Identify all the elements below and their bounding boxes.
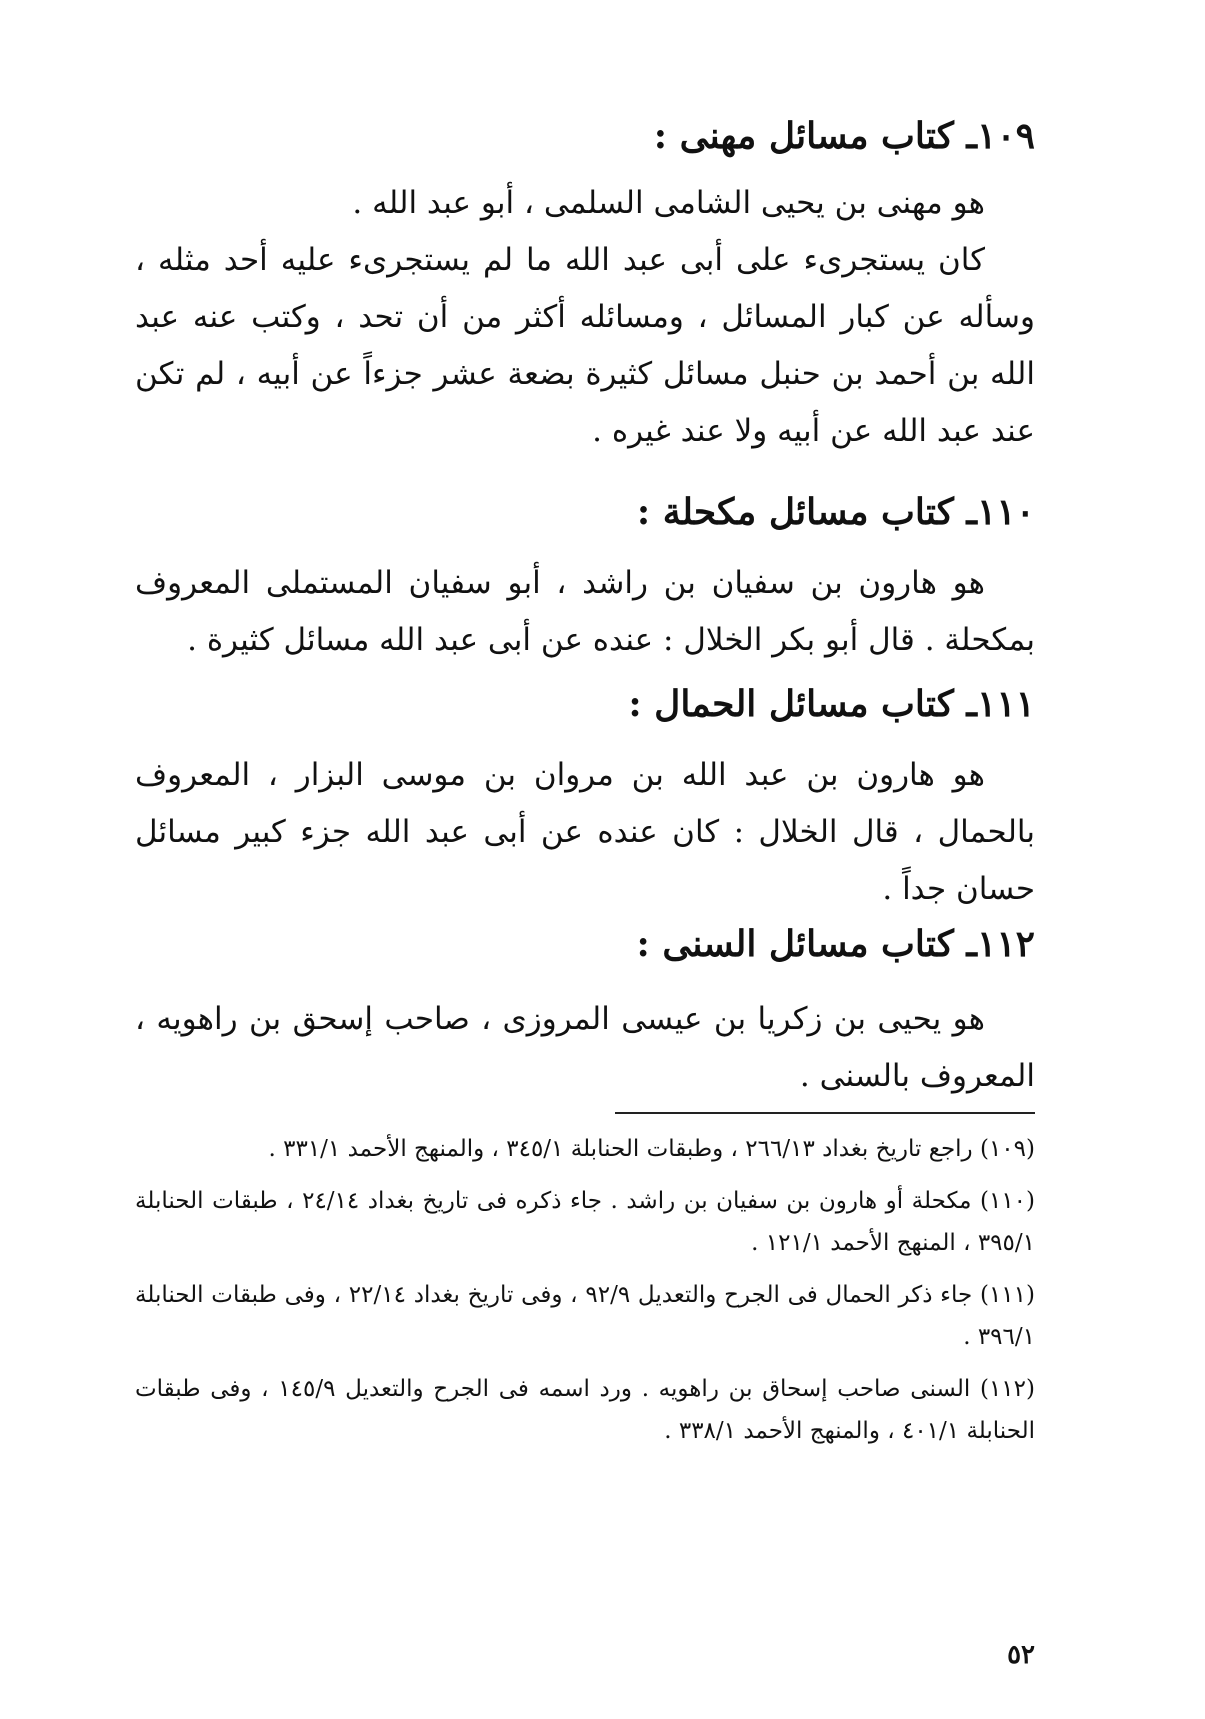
footnote-109: (١٠٩) راجع تاريخ بغداد ٢٦٦/١٣ ، وطبقات الحنابلة ٣٤٥/١ ، والمنهج الأحمد ٣٣١/١ . xyxy=(268,1136,1035,1162)
entry-paragraph: هو مهنى بن يحيى الشامى السلمى ، أبو عبد الله . xyxy=(352,184,985,221)
entry-paragraph: هو يحيى بن زكريا بن عيسى المروزى ، صاحب إسحق بن راهويه ، المعروف بالسنى . xyxy=(135,1000,1035,1094)
footnote-110: (١١٠) مكحلة أو هارون بن سفيان بن راشد . جاء ذكره فى تاريخ بغداد ٢٤/١٤ ، طبقات الحنابلة ٣٩٥/١ ، المنهج الأحمد ١٢١/١ . xyxy=(135,1188,1036,1256)
footnote-separator xyxy=(615,1112,1035,1114)
entry-112 xyxy=(135,920,1035,1105)
page-number: ٥٢ xyxy=(1007,1640,1035,1670)
footnotes xyxy=(135,1128,1035,1462)
entry-paragraph: كان يستجرىء على أبى عبد الله ما لم يستجرىء عليه أحد مثله ، وسأله عن كبار المسائل ، ومسائله أكثر من أن تحد ، وكتب عنه عبد الله بن أحمد بن حنبل مسائل كثيرة بضعة عشر جزءاً عن أبيه ، لم تكن عند عبد الله عن أبيه ولا عند غيره . xyxy=(135,241,1035,449)
entry-heading: ١١٢ـ كتاب مسائل السنى : xyxy=(636,923,1035,965)
entry-109 xyxy=(135,112,1035,460)
entry-paragraph: هو هارون بن عبد الله بن مروان بن موسى البزار ، المعروف بالحمال ، قال الخلال : كان عنده عن أبى عبد الله جزء كبير مسائل حسان جداً . xyxy=(135,756,1035,907)
entry-heading: ١١٠ـ كتاب مسائل مكحلة : xyxy=(636,491,1035,533)
entry-111 xyxy=(135,680,1035,918)
entry-heading: ١١١ـ كتاب مسائل الحمال : xyxy=(628,683,1035,725)
entry-heading: ١٠٩ـ كتاب مسائل مهنى : xyxy=(653,115,1035,157)
entry-paragraph: هو هارون بن سفيان بن راشد ، أبو سفيان المستملى المعروف بمكحلة . قال أبو بكر الخلال : عنده عن أبى عبد الله مسائل كثيرة . xyxy=(135,564,1035,658)
footnote-112: (١١٢) السنى صاحب إسحاق بن راهويه . ورد اسمه فى الجرح والتعديل ١٤٥/٩ ، وفى طبقات الحنابلة ٤٠١/١ ، والمنهج الأحمد ٣٣٨/١ . xyxy=(135,1376,1035,1444)
entry-110 xyxy=(135,488,1035,669)
footnote-111: (١١١) جاء ذكر الحمال فى الجرح والتعديل ٩٢/٩ ، وفى تاريخ بغداد ٢٢/١٤ ، وفى طبقات الحنابلة ٣٩٦/١ . xyxy=(135,1282,1035,1350)
